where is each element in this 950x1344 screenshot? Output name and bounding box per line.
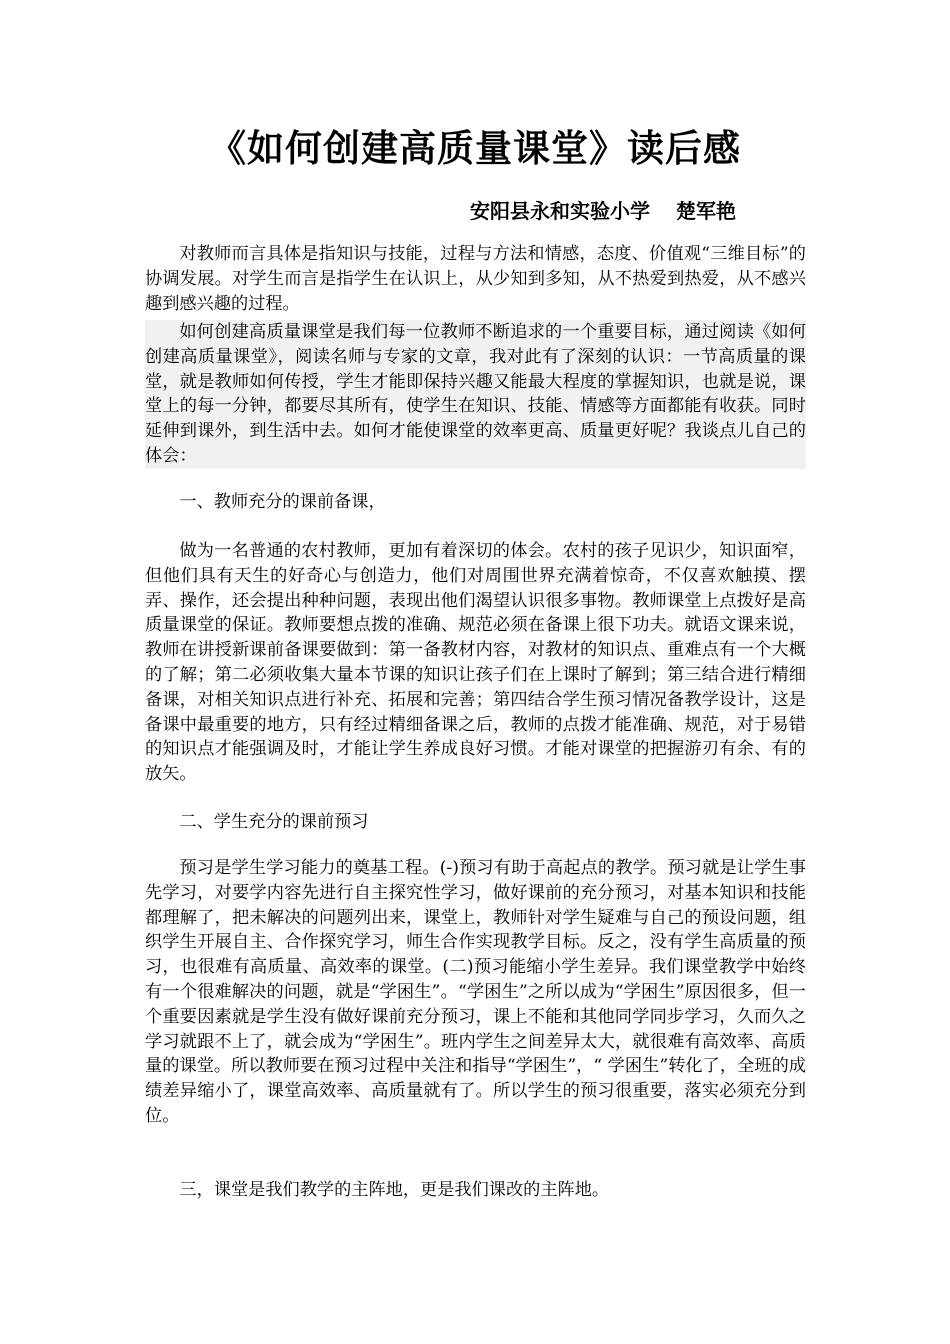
section-heading-1: 一、教师充分的课前备课，	[179, 492, 386, 512]
document-title: 《如何创建高质量课堂》读后感	[209, 126, 741, 170]
paragraph-4: 预习是学生学习能力的奠基工程。(-)预习有助于高起点的教学。预习就是让学生事先学习，对要学内容先进行自主探究性学习，做好课前的充分预习，对基本知识和技能都理解了，把未解决的问题列出来，课堂上，教师针对学生疑难与自己的预设问题，组织学生开展自主、合作探究学习，师生合作实现教学目标。反之，没有学生高质量的预习，也很难有高质量、高效率的课堂。(二)预习能缩小学生差异。我们课堂教学中始终有一个很难解决的问题，就是“学困生”。“学困生”之所以成为“学困生”原因很多，但一个重要因素就是学生没有做好课前充分预习，课上不能和其他同学同步学习，久而久之学习就跟不上了，就会成为“学困生”。班内学生之间差异太大，就很难有高效率、高质量的课堂。所以教师要在预习过程中关注和指导“学困生”，“ 学困生”转化了，全班的成绩差异缩小了，课堂高效率、高质量就有了。所以学生的预习很重要，落实必须充分到位。	[145, 858, 806, 1126]
author-line	[470, 195, 736, 224]
paragraph-1: 对教师而言具体是指知识与技能，过程与方法和情感，态度、价值观“三维目标”的协调发展。对学生而言是指学生在认识上，从少知到多知，从不热爱到热爱，从不感兴趣到感兴趣的过程。	[145, 244, 806, 314]
author-name: 楚军艳	[676, 199, 736, 223]
paragraph-3: 做为一名普通的农村教师，更加有着深切的体会。农村的孩子见识少，知识面窄，但他们具有天生的好奇心与创造力，他们对周围世界充满着惊奇，不仅喜欢触摸、摆弄、操作，还会提出种种问题，表现出他们渴望认识很多事物。教师课堂上点拨好是高质量课堂的保证。教师要想点拨的准确、规范必须在备课上很下功夫。就语文课来说，教师在讲授新课前备课要做到：第一备教材内容，对教材的知识点、重难点有一个大概的了解；第二必须收集大量本节课的知识让孩子们在上课时了解到；第三结合进行精细备课，对相关知识点进行补充、拓展和完善；第四结合学生预习情况备教学设计，这是备课中最重要的地方，只有经过精细备课之后，教师的点拨才能准确、规范，对于易错的知识点才能强调及时，才能让学生养成良好习惯。才能对课堂的把握游刃有余、有的放矢。	[145, 541, 806, 785]
paragraph-2: 如何创建高质量课堂是我们每一位教师不断追求的一个重要目标，通过阅读《如何创建高质量课堂》，阅读名师与专家的文章，我对此有了深刻的认识：一节高质量的课堂，就是教师如何传授，学生才能即保持兴趣又能最大程度的掌握知识，也就是说，课堂上的每一分钟，都要尽其所有，使学生在知识、技能、情感等方面都能有收获。同时延伸到课外，到生活中去。如何才能使课堂的效率更高、质量更好呢？我谈点儿自己的体会：	[145, 320, 806, 469]
section-heading-3: 三，课堂是我们教学的主阵地，更是我们课改的主阵地。	[179, 1180, 610, 1200]
section-heading-2: 二、学生充分的课前预习	[179, 812, 369, 832]
author-school: 安阳县永和实验小学	[470, 199, 650, 223]
